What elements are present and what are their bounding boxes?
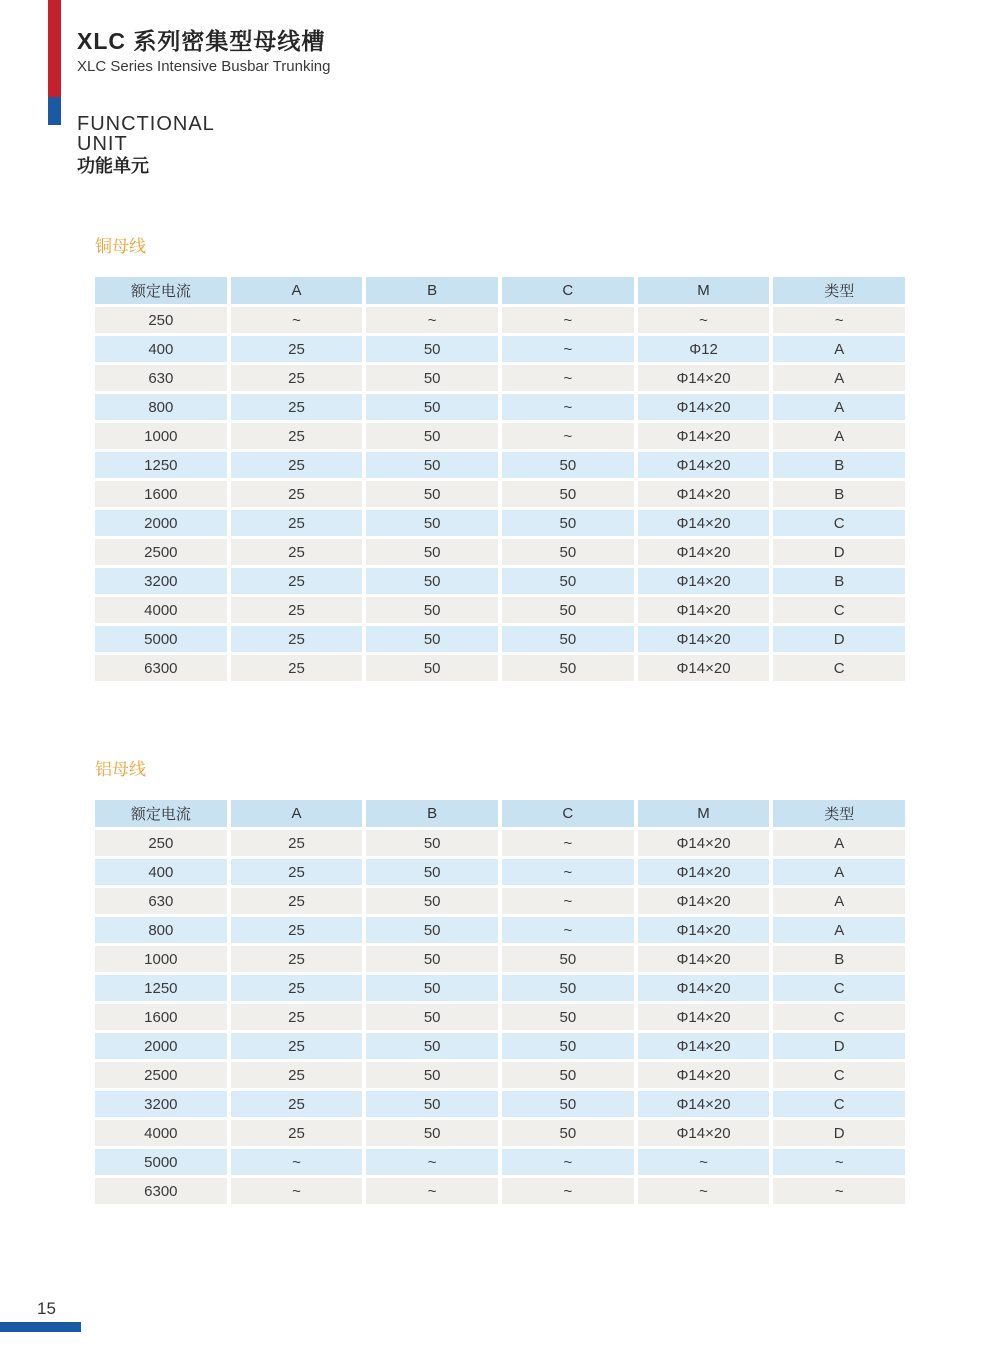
table-cell: 50 <box>502 1033 634 1059</box>
table-row <box>95 626 905 652</box>
table-cell: 50 <box>502 597 634 623</box>
table-cell: 50 <box>366 1004 498 1030</box>
table-cell: Φ14×20 <box>638 1004 770 1030</box>
table-cell: 50 <box>366 655 498 681</box>
section-title <box>77 114 215 177</box>
column-header: B <box>366 277 498 304</box>
table-row <box>95 365 905 391</box>
table-cell: D <box>773 539 905 565</box>
table-cell: 50 <box>366 568 498 594</box>
table-row <box>95 1091 905 1117</box>
table-cell: 25 <box>231 597 363 623</box>
table-row <box>95 539 905 565</box>
table-cell: ~ <box>502 336 634 362</box>
table-cell: ~ <box>231 1178 363 1204</box>
table-cell: A <box>773 917 905 943</box>
table-row <box>95 568 905 594</box>
table-cell: Φ14×20 <box>638 830 770 856</box>
table-cell: ~ <box>638 1149 770 1175</box>
table-cell: 2500 <box>95 539 227 565</box>
table-cell: 50 <box>366 626 498 652</box>
table-cell: 3200 <box>95 568 227 594</box>
table-cell: B <box>773 946 905 972</box>
table-cell: 1250 <box>95 975 227 1001</box>
table-cell: C <box>773 975 905 1001</box>
table-cell: 50 <box>366 510 498 536</box>
table-cell: 50 <box>366 1120 498 1146</box>
table-row <box>95 481 905 507</box>
column-header: 额定电流 <box>95 277 227 304</box>
table-cell: 50 <box>502 510 634 536</box>
column-header: B <box>366 800 498 827</box>
table-cell: A <box>773 336 905 362</box>
table-cell: 50 <box>366 423 498 449</box>
table-cell: 50 <box>502 946 634 972</box>
table-row <box>95 859 905 885</box>
table-cell: 50 <box>502 539 634 565</box>
table-cell: C <box>773 1004 905 1030</box>
table-cell: 50 <box>366 888 498 914</box>
table-cell: 50 <box>366 1091 498 1117</box>
table-cell: 250 <box>95 830 227 856</box>
table-cell: ~ <box>502 888 634 914</box>
table-cell: 6300 <box>95 655 227 681</box>
page-title-zh: XLC 系列密集型母线槽 <box>77 28 326 54</box>
table-cell: 250 <box>95 307 227 333</box>
table-cell: Φ14×20 <box>638 568 770 594</box>
table-cell: 25 <box>231 481 363 507</box>
column-header: C <box>502 277 634 304</box>
table-row <box>95 1004 905 1030</box>
table-row <box>95 307 905 333</box>
table-header-row <box>95 800 905 827</box>
table-row <box>95 1178 905 1204</box>
table-cell: 4000 <box>95 1120 227 1146</box>
table-cell: ~ <box>502 394 634 420</box>
table-cell: ~ <box>502 423 634 449</box>
table-cell: 25 <box>231 1120 363 1146</box>
column-header: 额定电流 <box>95 800 227 827</box>
table-row <box>95 1149 905 1175</box>
table-cell: C <box>773 655 905 681</box>
table-row <box>95 917 905 943</box>
table-cell: 25 <box>231 888 363 914</box>
table-cell: C <box>773 597 905 623</box>
table-cell: B <box>773 481 905 507</box>
table-cell: Φ14×20 <box>638 510 770 536</box>
table-cell: 50 <box>366 946 498 972</box>
table-cell: Φ14×20 <box>638 1120 770 1146</box>
table-cell: 50 <box>502 568 634 594</box>
table-cell: 50 <box>502 975 634 1001</box>
table-row <box>95 830 905 856</box>
table-row <box>95 423 905 449</box>
table-cell: B <box>773 568 905 594</box>
table-row <box>95 888 905 914</box>
table-cell: 50 <box>502 1004 634 1030</box>
table-cell: 25 <box>231 917 363 943</box>
table-cell: Φ14×20 <box>638 946 770 972</box>
table-cell: D <box>773 1033 905 1059</box>
table-cell: 3200 <box>95 1091 227 1117</box>
table-cell: ~ <box>366 307 498 333</box>
table-cell: 50 <box>366 394 498 420</box>
footer-accent-bar <box>0 1322 81 1332</box>
table-cell: 25 <box>231 655 363 681</box>
table-cell: ~ <box>231 1149 363 1175</box>
column-header: M <box>638 277 770 304</box>
table-cell: C <box>773 510 905 536</box>
table-cell: Φ14×20 <box>638 365 770 391</box>
table-cell: Φ14×20 <box>638 1033 770 1059</box>
table-cell: 50 <box>502 1062 634 1088</box>
table-cell: Φ14×20 <box>638 917 770 943</box>
column-header: M <box>638 800 770 827</box>
table-cell: 25 <box>231 452 363 478</box>
table-row <box>95 1120 905 1146</box>
table-cell: 25 <box>231 336 363 362</box>
table-cell: 4000 <box>95 597 227 623</box>
table-cell: 1600 <box>95 1004 227 1030</box>
section-title-en-line2: UNIT <box>77 133 128 155</box>
table-row <box>95 946 905 972</box>
table-cell: ~ <box>231 307 363 333</box>
section-title-en-line1: FUNCTIONAL <box>77 113 215 135</box>
column-header: 类型 <box>773 277 905 304</box>
table-cell: 25 <box>231 1004 363 1030</box>
table-cell: 50 <box>502 452 634 478</box>
table-header-row <box>95 277 905 304</box>
table-cell: 6300 <box>95 1178 227 1204</box>
table-cell: Φ14×20 <box>638 394 770 420</box>
table-cell: 50 <box>502 655 634 681</box>
table-row <box>95 655 905 681</box>
table-cell: 1000 <box>95 946 227 972</box>
table-cell: 2000 <box>95 1033 227 1059</box>
table-cell: Φ14×20 <box>638 1062 770 1088</box>
table-cell: 50 <box>502 1091 634 1117</box>
table-cell: ~ <box>773 307 905 333</box>
table-cell: 25 <box>231 394 363 420</box>
table-cell: 50 <box>366 365 498 391</box>
table-cell: A <box>773 859 905 885</box>
table-cell: ~ <box>366 1149 498 1175</box>
table-cell: 25 <box>231 946 363 972</box>
table-cell: 50 <box>366 481 498 507</box>
table-cell: 2000 <box>95 510 227 536</box>
table-cell: ~ <box>502 307 634 333</box>
table-cell: 5000 <box>95 626 227 652</box>
table-cell: Φ14×20 <box>638 539 770 565</box>
table-cell: 50 <box>366 1033 498 1059</box>
table-cell: ~ <box>502 365 634 391</box>
column-header: 类型 <box>773 800 905 827</box>
table-cell: 50 <box>366 597 498 623</box>
table-cell: 50 <box>366 917 498 943</box>
page-title-en: XLC Series Intensive Busbar Trunking <box>77 58 331 75</box>
table-cell: ~ <box>502 1178 634 1204</box>
table-cell: Φ14×20 <box>638 481 770 507</box>
table-cell: Φ14×20 <box>638 597 770 623</box>
page-number: 15 <box>37 1299 56 1318</box>
table-cell: 25 <box>231 539 363 565</box>
table-cell: 25 <box>231 975 363 1001</box>
table-cell: Φ14×20 <box>638 423 770 449</box>
copper-busbar-label: 铜母线 <box>95 237 146 256</box>
table-cell: 800 <box>95 917 227 943</box>
table-row <box>95 452 905 478</box>
table-cell: A <box>773 423 905 449</box>
table-cell: 5000 <box>95 1149 227 1175</box>
table-cell: 50 <box>502 626 634 652</box>
table-cell: ~ <box>773 1149 905 1175</box>
table-cell: ~ <box>638 1178 770 1204</box>
table-row <box>95 510 905 536</box>
table-cell: C <box>773 1062 905 1088</box>
table-cell: A <box>773 365 905 391</box>
table-cell: ~ <box>502 859 634 885</box>
table-cell: 1250 <box>95 452 227 478</box>
table-cell: Φ12 <box>638 336 770 362</box>
copper-busbar-table <box>95 277 905 681</box>
copper-busbar-section <box>95 236 905 684</box>
table-cell: 50 <box>366 1062 498 1088</box>
table-cell: 400 <box>95 336 227 362</box>
table-cell: ~ <box>502 1149 634 1175</box>
table-cell: ~ <box>502 830 634 856</box>
table-cell: 25 <box>231 830 363 856</box>
table-cell: 50 <box>366 830 498 856</box>
table-cell: 25 <box>231 626 363 652</box>
page-header <box>77 27 330 77</box>
column-header: A <box>231 800 363 827</box>
table-row <box>95 975 905 1001</box>
table-cell: 25 <box>231 568 363 594</box>
table-cell: 1600 <box>95 481 227 507</box>
table-cell: 50 <box>366 539 498 565</box>
table-cell: 50 <box>366 975 498 1001</box>
table-cell: Φ14×20 <box>638 452 770 478</box>
table-cell: D <box>773 1120 905 1146</box>
table-cell: B <box>773 452 905 478</box>
table-cell: 25 <box>231 1091 363 1117</box>
table-row <box>95 1033 905 1059</box>
table-cell: D <box>773 626 905 652</box>
table-cell: 25 <box>231 510 363 536</box>
aluminum-busbar-table <box>95 800 905 1204</box>
aluminum-busbar-section <box>95 759 905 1207</box>
table-cell: Φ14×20 <box>638 975 770 1001</box>
table-cell: 630 <box>95 888 227 914</box>
table-cell: ~ <box>502 917 634 943</box>
table-cell: 400 <box>95 859 227 885</box>
table-cell: Φ14×20 <box>638 655 770 681</box>
table-cell: 25 <box>231 365 363 391</box>
table-cell: A <box>773 830 905 856</box>
table-cell: 50 <box>502 481 634 507</box>
table-cell: 25 <box>231 1062 363 1088</box>
table-row <box>95 597 905 623</box>
table-cell: 50 <box>366 859 498 885</box>
table-cell: 50 <box>502 1120 634 1146</box>
table-cell: ~ <box>638 307 770 333</box>
table-cell: 630 <box>95 365 227 391</box>
table-cell: ~ <box>366 1178 498 1204</box>
table-cell: Φ14×20 <box>638 1091 770 1117</box>
accent-blue-bar <box>48 97 61 125</box>
table-cell: 2500 <box>95 1062 227 1088</box>
section-title-zh: 功能单元 <box>77 156 149 176</box>
column-header: C <box>502 800 634 827</box>
table-cell: C <box>773 1091 905 1117</box>
table-cell: 25 <box>231 859 363 885</box>
table-row <box>95 1062 905 1088</box>
table-cell: 800 <box>95 394 227 420</box>
table-cell: ~ <box>773 1178 905 1204</box>
table-cell: Φ14×20 <box>638 888 770 914</box>
table-row <box>95 336 905 362</box>
table-cell: Φ14×20 <box>638 626 770 652</box>
table-cell: 25 <box>231 423 363 449</box>
table-cell: Φ14×20 <box>638 859 770 885</box>
table-row <box>95 394 905 420</box>
table-cell: 1000 <box>95 423 227 449</box>
column-header: A <box>231 277 363 304</box>
table-cell: 25 <box>231 1033 363 1059</box>
aluminum-busbar-label: 铝母线 <box>95 760 146 779</box>
accent-red-bar <box>48 0 61 97</box>
table-cell: A <box>773 888 905 914</box>
table-cell: A <box>773 394 905 420</box>
table-cell: 50 <box>366 336 498 362</box>
table-cell: 50 <box>366 452 498 478</box>
